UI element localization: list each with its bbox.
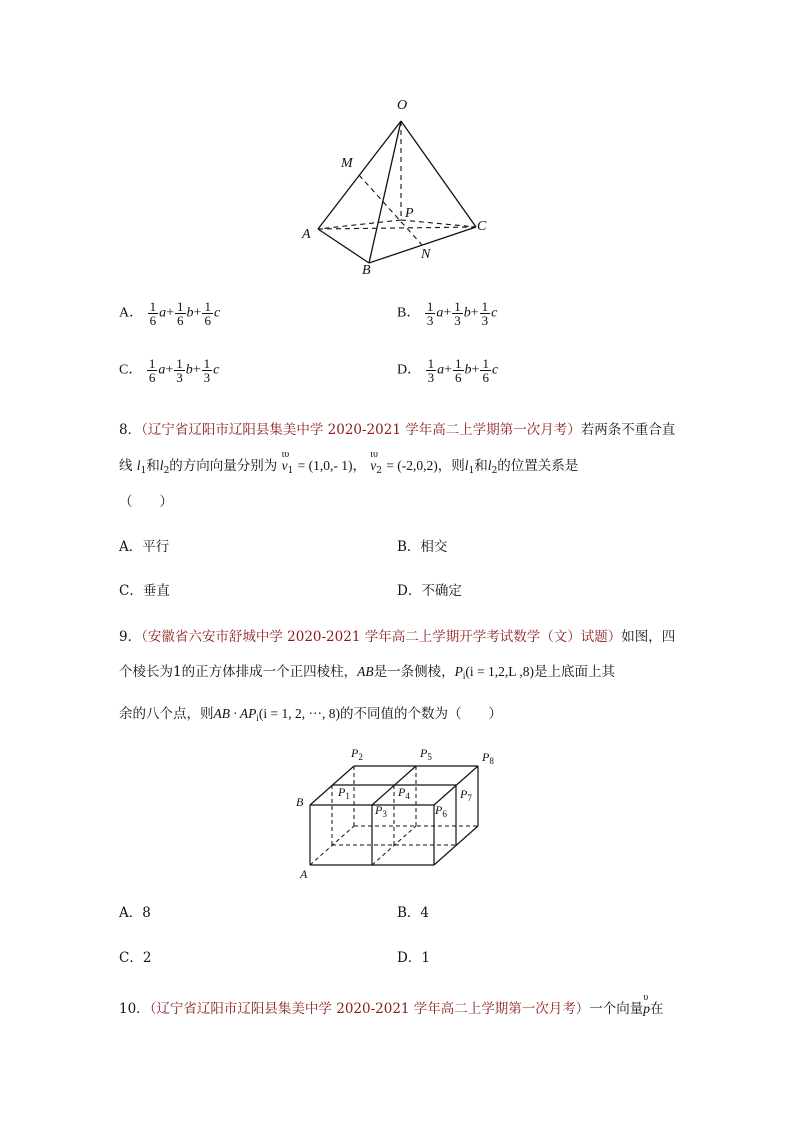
q7-option-a[interactable]: A． $\frac{1}{6}$ a+ $\frac{1}{6}$ b+ $\frac{1}{6}$ c: [119, 299, 221, 328]
label-O: O: [397, 98, 408, 113]
label-P3: $P_3$: [375, 803, 387, 819]
q8-paren: （ ）: [119, 494, 173, 510]
q10-number: 10．: [119, 1001, 150, 1017]
q8-option-d[interactable]: D．不确定: [397, 583, 462, 599]
label-P2: $P_2$: [351, 746, 363, 762]
q8-option-b[interactable]: B．相交: [397, 539, 448, 555]
label-P1: $P_1$: [338, 785, 350, 801]
q8-line2: 线 $l_1$和$l_2$的方向向量分别为 ιυ $v_1 = (1,0,-$ 1)， ιυ $v_2 = (-2,0,2)$，则$l_1$和$l_2$的位置关系是: [119, 449, 579, 476]
label-M: M: [341, 156, 353, 171]
q10-source: （辽宁省辽阳市辽阳县集美中学 2020-2021 学年高二上学期第一次月考）: [149, 1001, 590, 1017]
q9-line3: 余的八个点，则AB · $AP_i(i = 1$, 2, ···, 8)的不同值的个数为（ ）: [119, 706, 502, 723]
q9-option-c[interactable]: C．2: [119, 950, 152, 966]
label-P4: $P_4$: [398, 785, 410, 801]
label-A: A: [302, 227, 311, 242]
q8-stem-a: 若两条不重合直: [580, 422, 676, 438]
q8-option-c[interactable]: C．垂直: [119, 583, 170, 599]
label-A2: A: [300, 867, 308, 881]
label-B: B: [362, 263, 371, 278]
q9-line1: [119, 627, 675, 647]
q7-option-c[interactable]: C． $\frac{1}{6}$ a+ $\frac{1}{3}$ b+ $\frac{1}{3}$ c: [119, 356, 220, 385]
label-P8: $P_8$: [482, 750, 494, 766]
q9-number: 9．: [119, 629, 142, 645]
q8-number: 8．: [119, 422, 142, 438]
label-P: P: [405, 206, 414, 221]
label-B2: B: [296, 795, 304, 809]
q7-option-d[interactable]: D． $\frac{1}{3}$ a+ $\frac{1}{6}$ b+ $\frac{1}{6}$ c: [397, 356, 499, 385]
q7-option-b[interactable]: B． $\frac{1}{3}$ a+ $\frac{1}{3}$ b+ $\frac{1}{3}$ c: [397, 299, 498, 328]
q9-stem-a: 如图，四: [621, 629, 676, 645]
prism-figure: [290, 745, 520, 885]
q10-line1: 10．（辽宁省辽阳市辽阳县集美中学 2020-2021 学年高二上学期第一次月考）一个向量 υ p在: [119, 992, 664, 1017]
q9-line2: 个棱长为1的正方体排成一个正四棱柱，AB是一条侧棱，$P_i(i = 1,2,L$ ,8)是上底面上其: [119, 664, 615, 681]
label-P6: $P_6$: [435, 803, 447, 819]
label-C: C: [477, 219, 487, 234]
q8-line1: [119, 420, 675, 440]
q9-option-b[interactable]: B．4: [397, 905, 430, 921]
tetrahedron-figure: [290, 95, 510, 285]
label-P5: $P_5$: [420, 746, 432, 762]
label-P7: $P_7$: [460, 787, 472, 803]
label-N: N: [421, 247, 431, 262]
q9-option-d[interactable]: D．1: [397, 950, 430, 966]
q8-source: （辽宁省辽阳市辽阳县集美中学 2020-2021 学年高二上学期第一次月考）: [141, 422, 581, 438]
q9-source: （安徽省六安市舒城中学 2020-2021 学年高二上学期开学考试数学（文）试题）: [141, 629, 622, 645]
q8-option-a[interactable]: A．平行: [119, 539, 170, 555]
q9-option-a[interactable]: A．8: [119, 905, 151, 921]
